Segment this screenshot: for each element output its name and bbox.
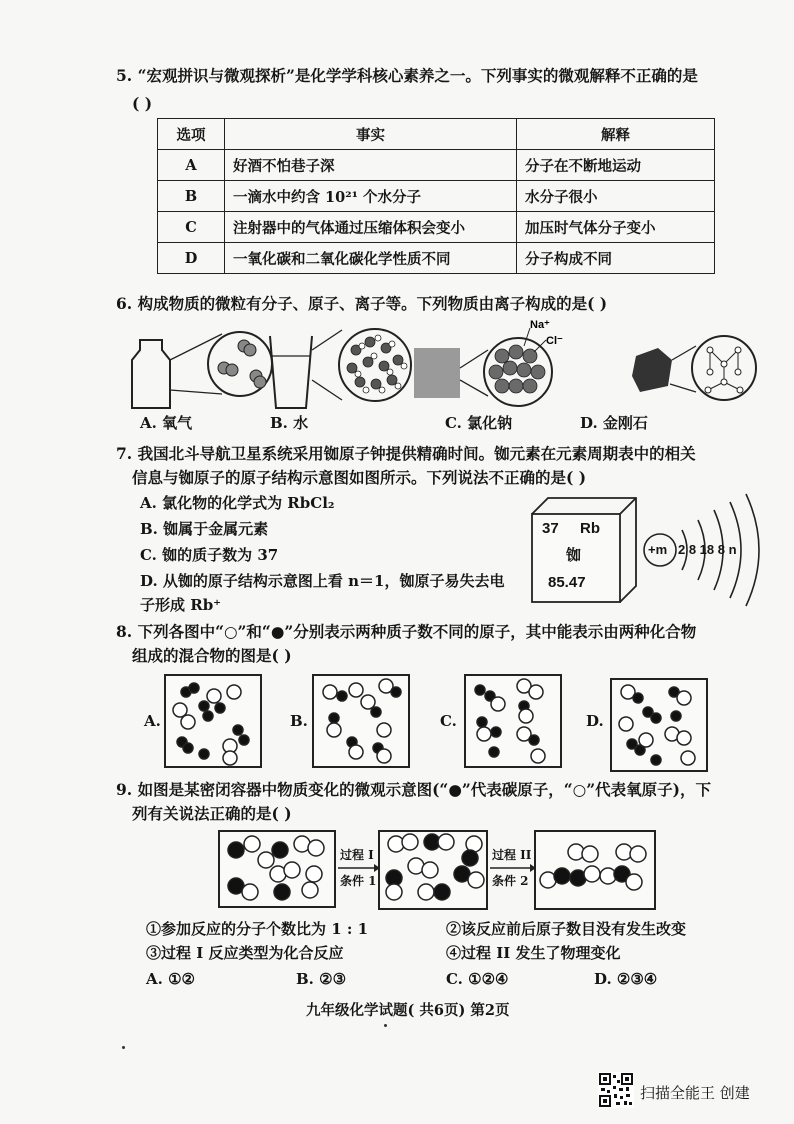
sodium-chloride-figure bbox=[414, 319, 563, 406]
q8-box-b bbox=[312, 674, 412, 770]
page-dot bbox=[122, 1046, 125, 1049]
q8-box-c bbox=[464, 674, 564, 770]
q8-label-a: A. bbox=[144, 712, 161, 730]
q9-box-1 bbox=[218, 830, 338, 910]
table-cell: 一氧化碳和二氧化碳化学性质不同 bbox=[225, 243, 517, 274]
q9-box-2 bbox=[378, 830, 490, 912]
element-number: 37 bbox=[542, 520, 559, 537]
q8-stem-line2: 组成的混合物的图是( ) bbox=[132, 646, 292, 665]
element-mass: 85.47 bbox=[548, 574, 586, 591]
table-cell: 加压时气体分子变小 bbox=[517, 212, 715, 243]
q7-option-c: C. 铷的质子数为 37 bbox=[140, 546, 279, 564]
table-cell: D bbox=[158, 243, 225, 274]
table-cell: C bbox=[158, 212, 225, 243]
condition2-label: 条件 2 bbox=[492, 874, 529, 888]
table-cell: 水分子很小 bbox=[517, 181, 715, 212]
q7-stem-line2: 信息与铷原子的原子结构示意图如图所示。下列说法不正确的是( ) bbox=[132, 468, 587, 487]
q8-box-a bbox=[164, 674, 264, 770]
table-row bbox=[158, 243, 715, 274]
water-glass-figure bbox=[270, 329, 411, 408]
col-header-fact: 事实 bbox=[225, 119, 517, 150]
q9-option-b: B. ②③ bbox=[296, 970, 347, 988]
qr-code-icon bbox=[598, 1072, 634, 1108]
chloride-ion-label: Cl⁻ bbox=[546, 335, 563, 347]
q7-option-d-cont: 子形成 Rb⁺ bbox=[140, 596, 222, 614]
process1-label: 过程 I bbox=[340, 848, 374, 862]
table-cell: A bbox=[158, 150, 225, 181]
table-cell: 注射器中的气体通过压缩体积会变小 bbox=[225, 212, 517, 243]
q5-stem: 5. “宏观拼识与微观探析”是化学学科核心素养之一。下列事实的微观解释不正确的是 bbox=[116, 66, 698, 85]
q9-statement-3: ③过程 I 反应类型为化合反应 bbox=[146, 944, 344, 962]
condition1-label: 条件 1 bbox=[340, 874, 377, 888]
col-header-explanation: 解释 bbox=[517, 119, 715, 150]
q7-option-d: D. 从铷的原子结构示意图上看 n＝1，铷原子易失去电 bbox=[140, 572, 505, 590]
col-header-option: 选项 bbox=[158, 119, 225, 150]
q7-stem-line1: 7. 我国北斗导航卫星系统采用铷原子钟提供精确时间。铷元素在元素周期表中的相关 bbox=[116, 444, 696, 463]
q8-label-d: D. bbox=[586, 712, 604, 730]
q6-option-b: B. 水 bbox=[270, 414, 309, 432]
page-dot bbox=[384, 1024, 387, 1027]
element-name: 铷 bbox=[566, 546, 582, 564]
q9-stem-line2: 列有关说法正确的是( ) bbox=[132, 804, 292, 823]
q5-table bbox=[157, 118, 715, 274]
table-row bbox=[158, 212, 715, 243]
q7-option-b: B. 铷属于金属元素 bbox=[140, 520, 269, 538]
table-cell: B bbox=[158, 181, 225, 212]
oxygen-bottle-figure bbox=[132, 332, 272, 408]
q9-option-a: A. ①② bbox=[146, 970, 195, 988]
q9-option-c: C. ①②④ bbox=[446, 970, 509, 988]
process2-label: 过程 II bbox=[492, 848, 532, 862]
table-cell: 分子构成不同 bbox=[517, 243, 715, 274]
electron-shells: 2 8 18 8 n bbox=[678, 542, 737, 557]
q8-stem-line1: 8. 下列各图中“○”和“●”分别表示两种质子数不同的原子，其中能表示由两种化合物 bbox=[116, 622, 697, 641]
table-header-row bbox=[158, 119, 715, 150]
q9-statement-4: ④过程 II 发生了物理变化 bbox=[446, 944, 621, 962]
scanner-watermark: 扫描全能王 创建 bbox=[640, 1084, 750, 1102]
q9-statement-2: ②该反应前后原子数目没有发生改变 bbox=[446, 920, 687, 938]
table-row bbox=[158, 181, 715, 212]
q5-answer-paren: ( ) bbox=[132, 94, 153, 113]
element-symbol: Rb bbox=[580, 520, 600, 537]
q9-box-3 bbox=[534, 830, 658, 912]
sodium-ion-label: Na⁺ bbox=[530, 319, 550, 331]
q6-option-c: C. 氯化钠 bbox=[445, 414, 513, 432]
page-footer: 九年级化学试题( 共6页) 第2页 bbox=[306, 1002, 510, 1019]
table-row bbox=[158, 150, 715, 181]
diamond-figure bbox=[632, 336, 756, 400]
q9-option-d: D. ②③④ bbox=[594, 970, 658, 988]
nucleus-charge: +m bbox=[648, 542, 668, 557]
table-cell: 好酒不怕巷子深 bbox=[225, 150, 517, 181]
q8-label-c: C. bbox=[440, 712, 457, 730]
q6-stem: 6. 构成物质的微粒有分子、原子、离子等。下列物质由离子构成的是( ) bbox=[116, 294, 608, 313]
q6-option-a: A. 氧气 bbox=[140, 414, 193, 432]
q8-label-b: B. bbox=[290, 712, 308, 730]
q7-option-a: A. 氯化物的化学式为 RbCl₂ bbox=[140, 494, 335, 512]
table-cell: 一滴水中约含 10²¹ 个水分子 bbox=[225, 181, 517, 212]
q6-figures bbox=[130, 320, 770, 410]
table-cell: 分子在不断地运动 bbox=[517, 150, 715, 181]
q8-box-d bbox=[610, 678, 710, 774]
q9-statement-1: ①参加反应的分子个数比为 1 : 1 bbox=[146, 920, 369, 938]
q9-stem-line1: 9. 如图是某密闭容器中物质变化的微观示意图(“●”代表碳原子，“○”代表氧原子)，下 bbox=[116, 780, 711, 799]
q6-option-d: D. 金刚石 bbox=[580, 414, 648, 432]
